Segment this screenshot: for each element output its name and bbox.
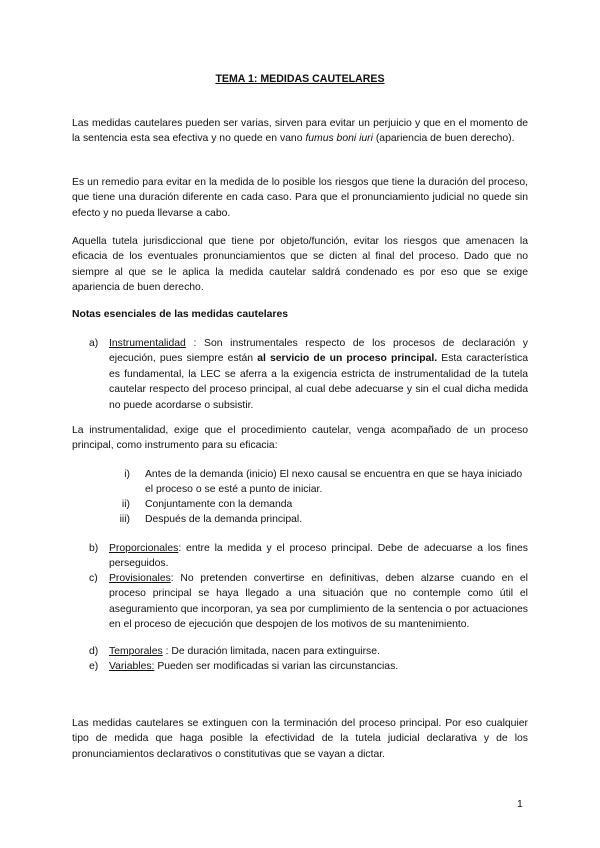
list-item-text: : De duración limitada, nacen para extinguirse. xyxy=(162,646,380,657)
list-marker: a) xyxy=(89,338,99,349)
paragraph-intro-text: Las medidas cautelares pueden ser varias, sirven para evitar un perjuicio y que en el momento de la sentencia esta sea efectiva y no quede en vano xyxy=(72,118,528,145)
list-item-text: : Son instrumentales respecto de los procesos de declaración y ejecución, pues siempre están xyxy=(109,338,528,365)
list-item-label: Variables: xyxy=(109,661,155,672)
list-item-text: Pueden ser modificadas si varian las circunstancias. xyxy=(154,661,399,672)
page-number: 1 xyxy=(517,799,523,810)
list-item-bold: al servicio de un proceso principal. xyxy=(257,353,438,365)
paragraph-remedio: Es un remedio para evitar en la medida de lo posible los riesgos que tiene la duración del proceso, que tiene una duración diferente en cada caso. Para que el pronunciamiento judicial no quede sin efecto y no pueda llevarse a cabo. xyxy=(72,177,528,219)
roman-text: Después de la demanda principal. xyxy=(145,514,303,525)
list-item-label: Instrumentalidad xyxy=(109,338,186,349)
list-item-text: : No pretenden convertirse en definitivas, deben alzarse cuando en el proceso principal se haya llegado a una situación que no contemple como útil el aseguramiento que incorporan, ya sea por cumplimiento de la sentencia o por actuaciones en el proceso de ejecución que despojen de los motivos de su mantenimiento. xyxy=(109,573,528,631)
roman-marker: i) xyxy=(124,469,130,480)
list-item-label: Proporcionales xyxy=(109,543,179,554)
list-marker: d) xyxy=(89,646,99,657)
paragraph-tutela: Aquella tutela jurisdiccional que tiene por objeto/función, evitar los riesgos que amenacen la eficacia de los eventuales pronunciamientos que se dicten al final del proceso. Dado que no siempre al que se le aplica la medida cautelar saldrá condenado es por eso que se exige apariencia de buen derecho. xyxy=(72,236,528,294)
list-marker: c) xyxy=(89,573,98,584)
list-marker: b) xyxy=(89,543,99,554)
roman-marker: ii) xyxy=(121,499,130,510)
list-item-text: : entre la medida y el proceso principal. Debe de adecuarse a los fines perseguidos. xyxy=(109,543,528,570)
roman-marker: iii) xyxy=(119,514,130,525)
section-heading: Notas esenciales de las medidas cautelares xyxy=(72,309,289,320)
paragraph-intro-tail: (apariencia de buen derecho). xyxy=(372,133,515,145)
paragraph-extincion: Las medidas cautelares se extinguen con la terminación del proceso principal. Por eso cualquier tipo de medida que haga posible la efectividad de la tutela judicial declarativa y de los pronunciamientos declarativos o constitutivas que se vayan a dictar. xyxy=(72,718,528,760)
list-marker: e) xyxy=(89,661,99,672)
document-title: TEMA 1: MEDIDAS CAUTELARES xyxy=(215,73,385,85)
latin-term: fumus boni iuri xyxy=(305,133,373,145)
paragraph-intro xyxy=(72,116,528,147)
list-item-label: Temporales xyxy=(109,646,163,657)
list-item-text-continued: Esta característica es fundamental, la LEC se aferra a la exigencia estricta de instrumentalidad de la tutela cautelar respecto del proceso principal, al cual debe adecuarse y sin el cual dicha medida no puede acordarse o subsistir. xyxy=(109,353,528,411)
roman-text: Conjuntamente con la demanda xyxy=(145,499,293,510)
paragraph-instrumentalidad: La instrumentalidad, exige que el procedimiento cautelar, venga acompañado de un proceso principal, como instrumento para su eficacia: xyxy=(72,425,528,452)
roman-text: Antes de la demanda (inicio) El nexo causal se encuentra en que se haya iniciado el proceso o se esté a punto de iniciar. xyxy=(145,469,523,496)
list-item-label: Provisionales xyxy=(109,573,171,584)
